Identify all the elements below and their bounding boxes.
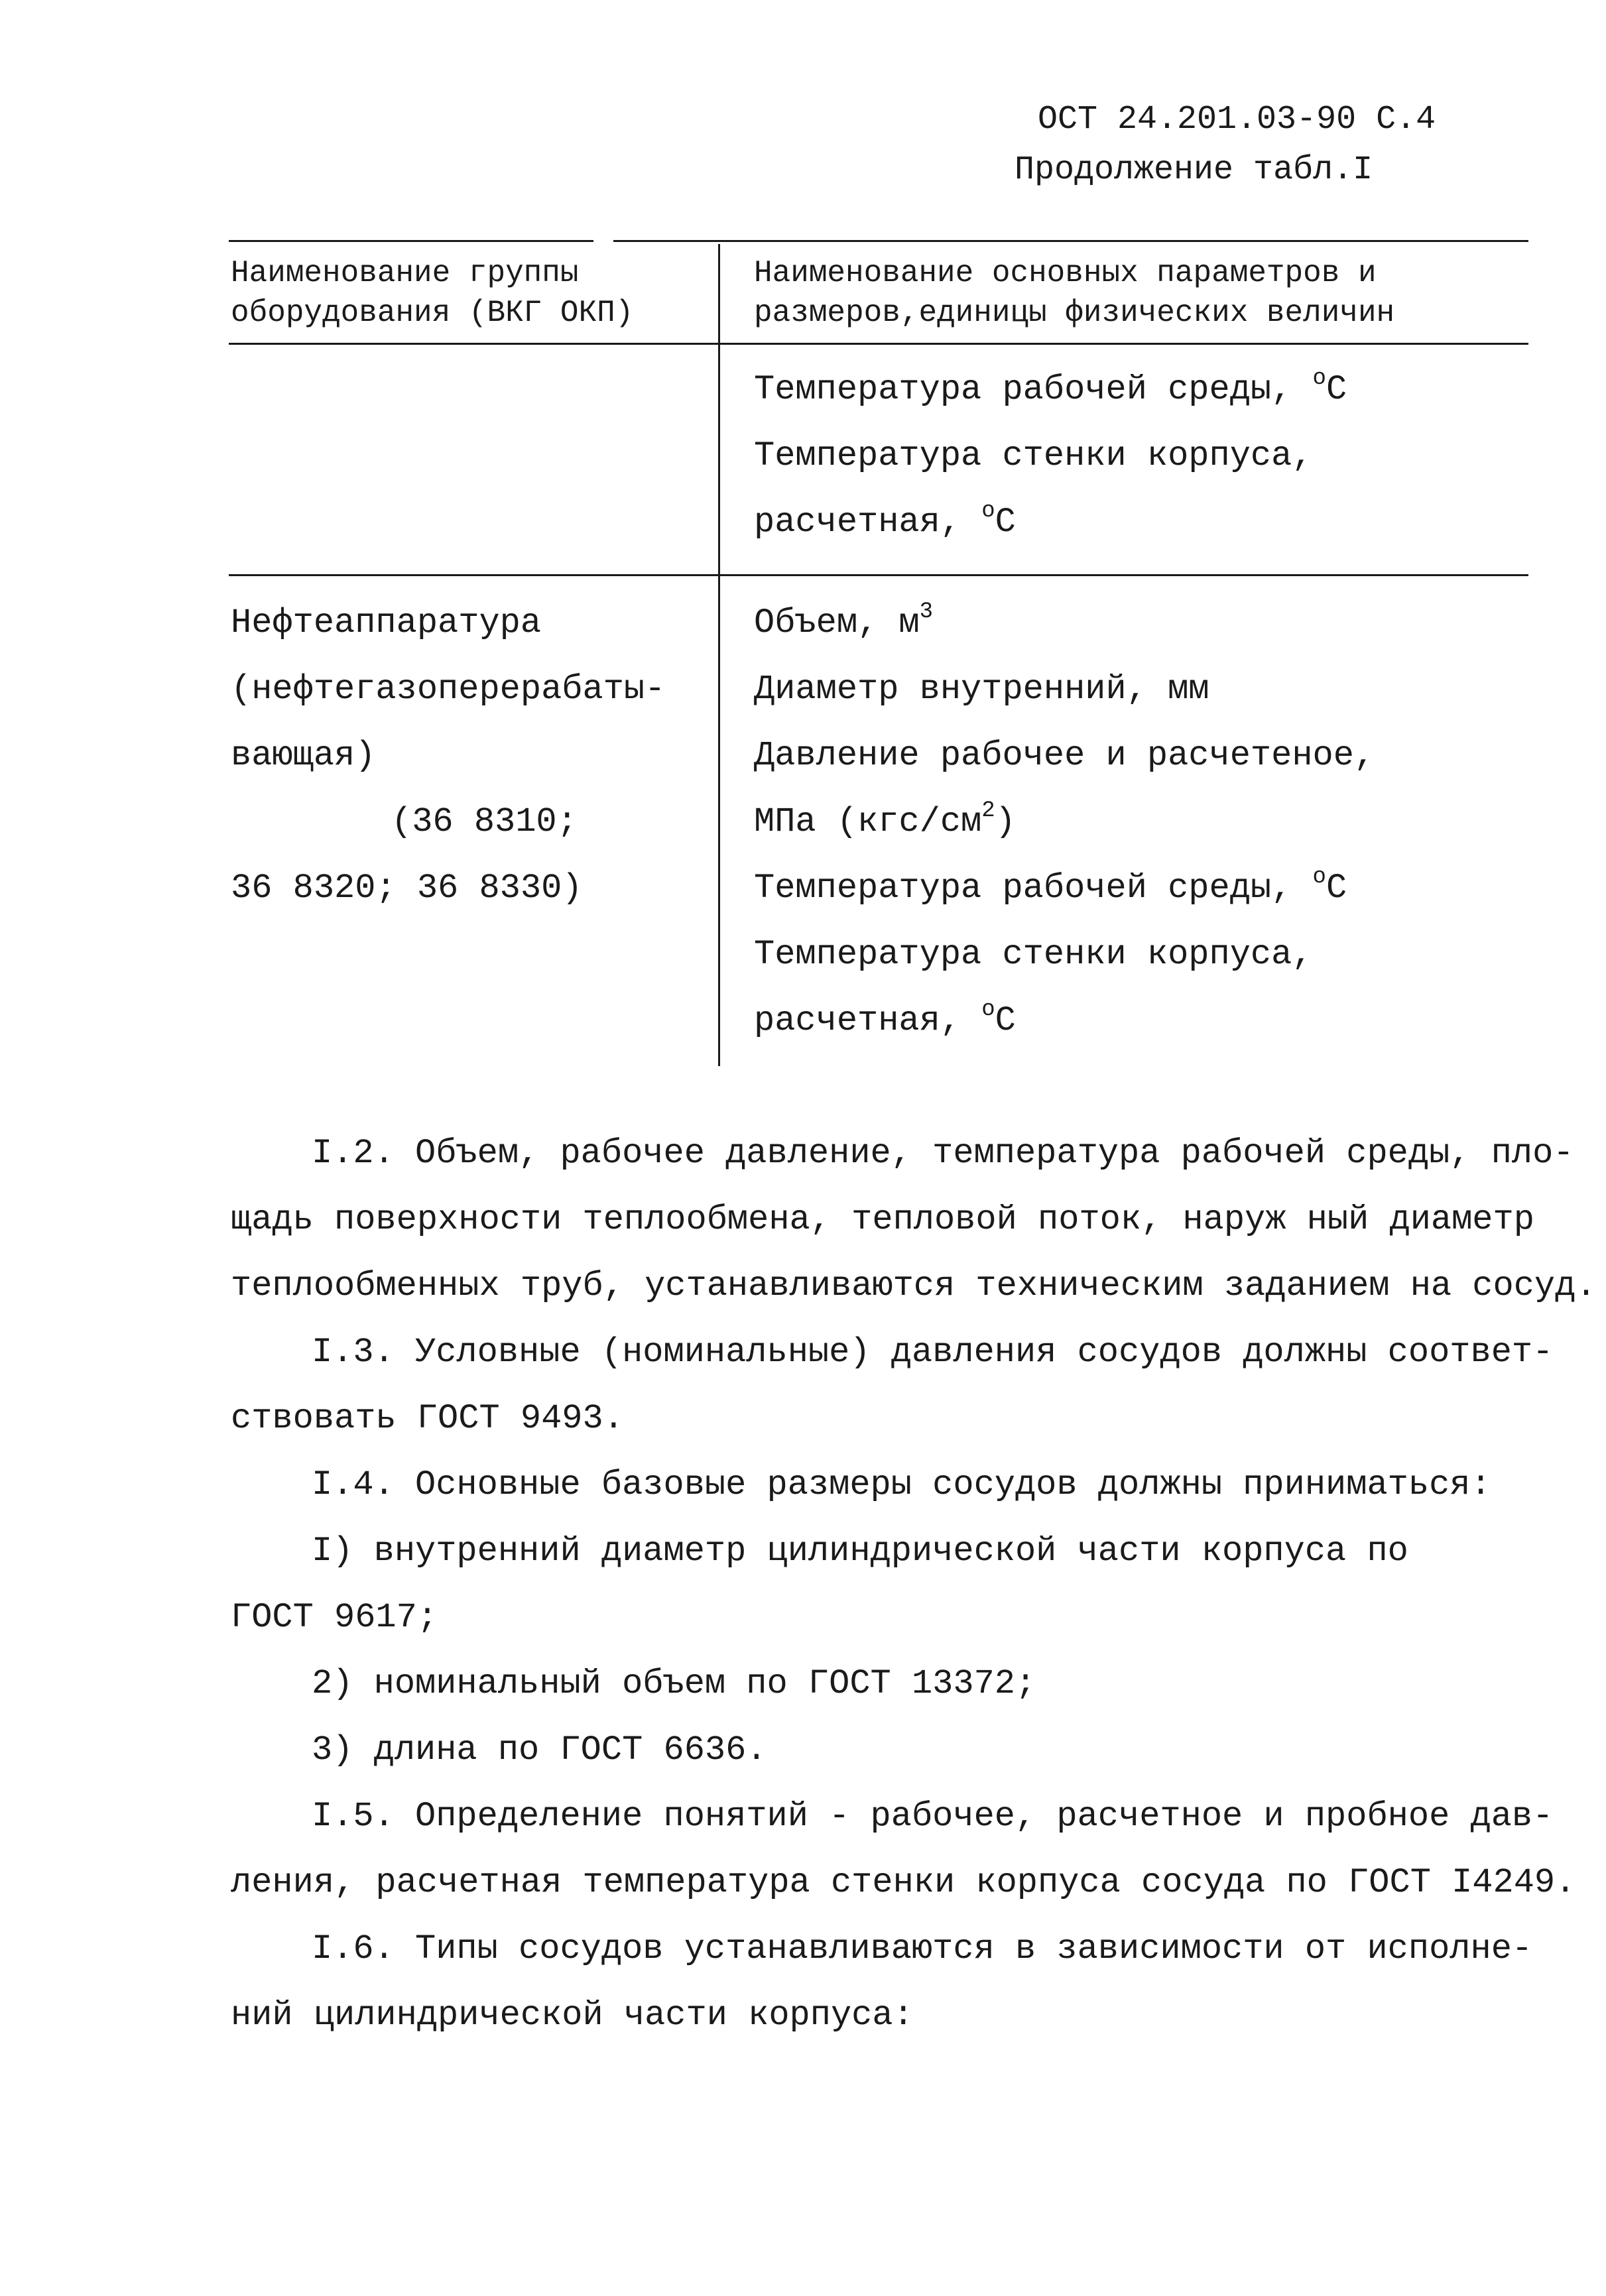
param-text: Температура рабочей среды, (754, 869, 1313, 908)
param-line (754, 798, 1016, 841)
superscript: о (1312, 366, 1326, 391)
clause-1-2-line: теплообменных труб, устанавливаются техническим заданием на сосуд. (231, 1266, 1597, 1305)
clause-1-2-line: щадь поверхности теплообмена, тепловой поток, наруж ный диаметр (231, 1200, 1534, 1239)
param-unit: С (995, 1001, 1016, 1040)
group-name-line: Нефтеаппаратура (231, 603, 542, 642)
param-text: Температура стенки корпуса, (754, 436, 1313, 475)
superscript: о (981, 499, 995, 524)
clause-1-3-line: I.3. Условные (номинальные) давления сосудов должны соответ- (312, 1333, 1554, 1372)
group-name-line: (нефтегазоперерабаты- (231, 670, 666, 709)
column-header-line: оборудования (ВКГ ОКП) (231, 296, 634, 330)
clause-1-6-line: ний цилиндрической части корпуса: (231, 1996, 914, 2035)
param-text: Диаметр внутренний, мм (754, 670, 1209, 709)
param-line (754, 366, 1347, 409)
param-line (754, 436, 1313, 475)
param-line (754, 736, 1375, 775)
table-column-divider (718, 244, 720, 1066)
param-line (754, 997, 1016, 1040)
clause-1-4-item: ГОСТ 9617; (231, 1598, 438, 1637)
superscript: о (981, 997, 995, 1022)
column-header-parameters (754, 253, 1394, 333)
param-line (754, 865, 1347, 908)
table-header-rule (229, 343, 1528, 345)
param-text: расчетная, (754, 1001, 982, 1040)
param-line (754, 599, 934, 642)
group-name-line: вающая) (231, 736, 376, 775)
param-text: Температура стенки корпуса, (754, 935, 1313, 974)
document-reference: ОСТ 24.201.03-90 С.4 (1038, 101, 1436, 139)
table-top-rule (229, 240, 593, 242)
param-line (754, 670, 1209, 709)
param-text: Давление рабочее и расчетеное, (754, 736, 1375, 775)
param-unit: С (1326, 370, 1347, 409)
clause-1-6-line: I.6. Типы сосудов устанавливаются в зависимости от исполне- (312, 1929, 1533, 1968)
clause-1-2-line: I.2. Объем, рабочее давление, температура рабочей среды, пло- (312, 1134, 1574, 1173)
param-line (754, 499, 1016, 542)
param-unit: ) (995, 802, 1016, 841)
param-line (754, 935, 1313, 974)
column-header-line: Наименование основных параметров и (754, 256, 1377, 290)
column-header-group (231, 253, 633, 333)
param-text: расчетная, (754, 503, 982, 542)
clause-1-5-line: I.5. Определение понятий - рабочее, расчетное и пробное дав- (312, 1797, 1554, 1836)
clause-1-4-item: I) внутренний диаметр цилиндрической части корпуса по (312, 1532, 1408, 1571)
table-row-divider (229, 574, 1528, 576)
clause-1-4-line: I.4. Основные базовые размеры сосудов должны приниматься: (312, 1465, 1491, 1504)
column-header-line: Наименование группы (231, 256, 579, 290)
okp-code: 36 8320; 36 8330) (231, 869, 583, 908)
okp-code: (36 8310; (391, 802, 578, 841)
param-unit: С (1326, 869, 1347, 908)
table-top-rule (613, 240, 1528, 242)
param-text: Объем, м (754, 603, 920, 642)
clause-1-4-item: 2) номинальный объем по ГОСТ 13372; (312, 1664, 1036, 1703)
param-text: Температура рабочей среды, (754, 370, 1313, 409)
param-unit: С (995, 503, 1016, 542)
clause-1-4-item: 3) длина по ГОСТ 6636. (312, 1730, 767, 1770)
table-continuation-label: Продолжение табл.I (1015, 151, 1373, 189)
superscript: 2 (981, 798, 995, 823)
clause-1-5-line: ления, расчетная температура стенки корпуса сосуда по ГОСТ I4249. (231, 1863, 1576, 1902)
superscript: 3 (919, 599, 934, 625)
clause-1-3-line: ствовать ГОСТ 9493. (231, 1399, 624, 1438)
column-header-line: размеров,единицы физических величин (754, 296, 1395, 330)
superscript: о (1312, 865, 1326, 890)
param-text: МПа (кгс/см (754, 802, 982, 841)
